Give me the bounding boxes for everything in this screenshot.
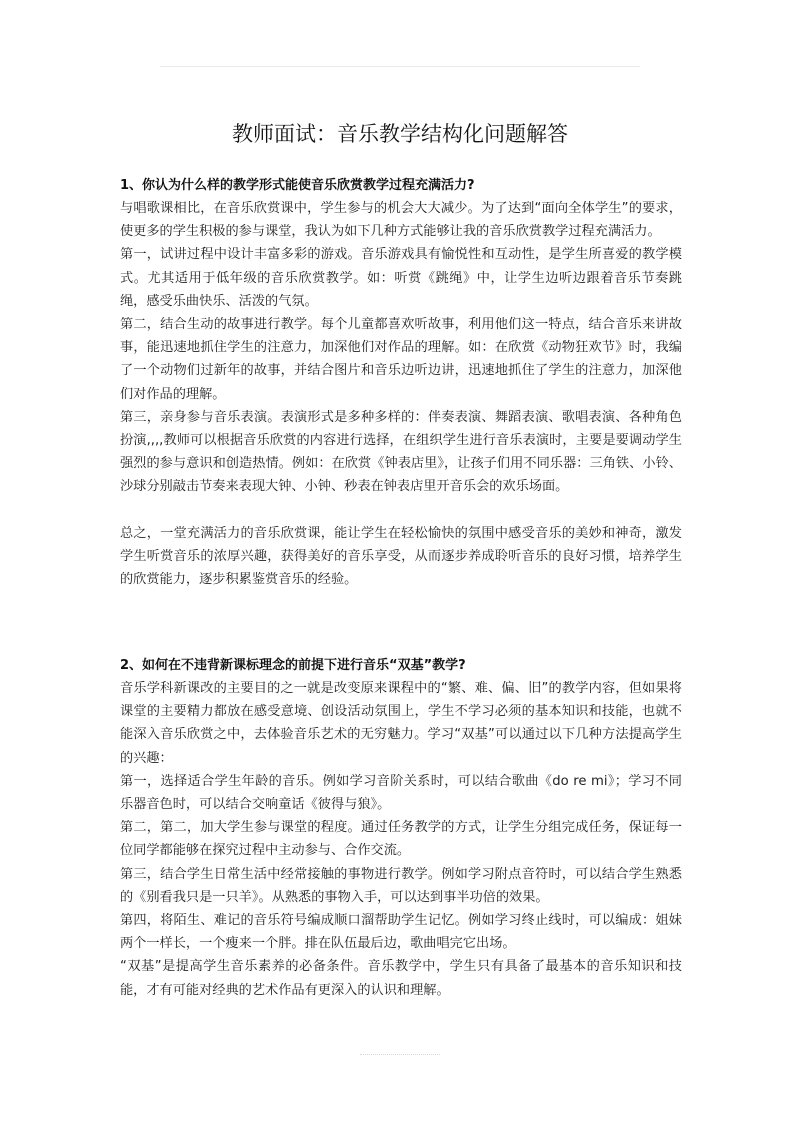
section-2-paragraph-5: 第四，将陌生、难记的音乐符号编成顺口溜帮助学生记忆。例如学习终止线时，可以编成：姐妹两个一样长，一个瘦来一个胖。排在队伍最后边，歌曲唱完它出场。 [120, 913, 682, 952]
section-2-paragraph-1: 音乐学科新课改的主要目的之一就是改变原来课程中的“繁、难、偏、旧”的教学内容，但如果将课堂的主要精力都放在感受意境、创设活动氛围上，学生不学习必须的基本知识和技能，也就不能深入音乐欣赏之中，去体验音乐艺术的无穷魅力。学习“双基”可以通过以下几种方法提高学生的兴趣： [120, 681, 682, 766]
page-title: 教师面试：音乐教学结构化问题解答 [232, 122, 568, 146]
section-2-paragraph-2: 第一，选择适合学生年龄的音乐。例如学习音阶关系时，可以结合歌曲《do re mi》；学习不同乐器音色时，可以结合交响童话《彼得与狼》。 [120, 773, 682, 813]
section-2-paragraph-4: 第三，结合学生日常生活中经常接触的事物进行教学。例如学习附点音符时，可以结合学生熟悉的《别看我只是一只羊》。从熟悉的事物入手，可以达到事半功倍的效果。 [120, 866, 682, 905]
section-1-paragraph-1: 与唱歌课相比，在音乐欣赏课中，学生参与的机会大大减少。为了达到“面向全体学生”的要求，使更多的学生积极的参与课堂，我认为如下几种方式能够让我的音乐欣赏教学过程充满活力。 [120, 201, 682, 240]
section-1-paragraph-2: 第一，试讲过程中设计丰富多彩的游戏。音乐游戏具有愉悦性和互动性，是学生所喜爱的教学模式。尤其适用于低年级的音乐欣赏教学。如：听赏《跳绳》中，让学生边听边跟着音乐节奏跳绳，感受乐曲快乐、活泼的气氛。 [120, 247, 682, 309]
section-1 [120, 174, 682, 591]
section-2-paragraph-3: 第二，第二，加大学生参与课堂的程度。通过任务教学的方式，让学生分组完成任务，保证每一位同学都能够在探究过程中主动参与、合作交流。 [120, 820, 682, 859]
section-1-paragraph-4: 第三，亲身参与音乐表演。表演形式是多种多样的：伴奏表演、舞蹈表演、歌唱表演、各种角色扮演,,,,教师可以根据音乐欣赏的内容进行选择，在组织学生进行音乐表演时，主要是要调动学生强烈的参与意识和创造热情。例如：在欣赏《钟表店里》，让孩子们用不同乐器：三角铁、小铃、沙球分别敲击节奏来表现大钟、小钟、秒表在钟表店里开音乐会的欢乐场面。 [120, 409, 682, 495]
header-rule [160, 66, 640, 67]
question-2-heading: 2、如何在不违背新课标理念的前提下进行音乐“双基”教学? [120, 658, 466, 673]
paragraph-gap [120, 499, 682, 522]
section-2-paragraph-6: “双基”是提高学生音乐素养的必备条件。音乐教学中，学生只有具备了最基本的音乐知识和技能，才有可能对经典的艺术作品有更深入的认识和理解。 [120, 959, 682, 998]
section-1-summary: 总之，一堂充满活力的音乐欣赏课，能让学生在轻松愉快的氛围中感受音乐的美妙和神奇，激发学生听赏音乐的浓厚兴趣，获得美好的音乐享受，从而逐步养成聆听音乐的良好习惯，培养学生的欣赏能力，逐步积累鉴赏音乐的经验。 [120, 525, 682, 588]
question-1-heading: 1、你认为什么样的教学形式能使音乐欣赏教学过程充满活力? [120, 178, 475, 193]
section-1-paragraph-3: 第二，结合生动的故事进行教学。每个儿童都喜欢听故事，利用他们这一特点，结合音乐来讲故事，能迅速地抓住学生的注意力，加深他们对作品的理解。如：在欣赏《动物狂欢节》时，我编了一个动物们过新年的故事，并结合图片和音乐边听边讲，迅速地抓住了学生的注意力，加深他们对作品的理解。 [120, 317, 682, 402]
footer-divider [360, 1054, 440, 1055]
section-2 [120, 654, 682, 1002]
